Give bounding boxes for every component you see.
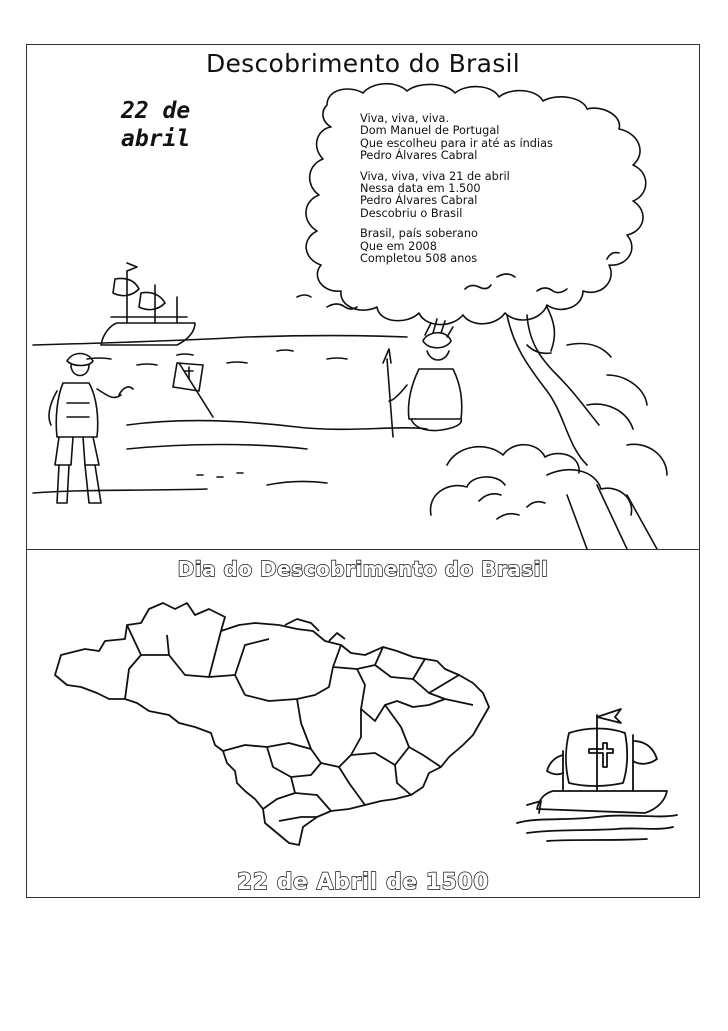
poem-line: Nessa data em 1.500: [360, 182, 481, 196]
poem-stanza: [360, 228, 650, 265]
poem-stanza: [360, 171, 650, 221]
poem-line: Descobriu o Brasil: [360, 206, 463, 220]
poem-line: Completou 508 anos: [360, 252, 478, 266]
ship-icon: [497, 705, 687, 845]
page-title: Descobrimento do Brasil: [205, 49, 521, 78]
brazil-map: [45, 595, 515, 850]
ship-icon: [101, 263, 195, 345]
poem-line: Viva, viva, viva.: [360, 112, 450, 125]
explorer-figure: [49, 354, 133, 504]
section-title: Dia do Descobrimento do Brasil: [177, 557, 549, 581]
poem-line: Que escolheu para ir até as índias: [360, 136, 553, 150]
poem-line: Dom Manuel de Portugal: [360, 124, 500, 138]
poem-line: Viva, viva, viva 21 de abril: [360, 169, 510, 183]
cross-icon: [589, 743, 613, 767]
poem: [360, 113, 650, 273]
poem-line: Brasil, país soberano: [360, 227, 478, 241]
poem-line: Pedro Álvares Cabral: [360, 149, 478, 163]
panel-divider: [27, 549, 699, 550]
discovery-date: 22 de Abril de 1500: [236, 870, 490, 895]
cross-icon: [173, 363, 213, 417]
date-line-1: 22 de: [121, 98, 191, 124]
bush-icon: [430, 375, 667, 549]
poem-stanza: [360, 113, 650, 163]
date-heading: [121, 97, 241, 153]
poem-line: Que em 2008: [360, 239, 437, 253]
date-line-2: abril: [121, 126, 191, 152]
coloring-sheet: [26, 44, 700, 898]
poem-line: Pedro Álvares Cabral: [360, 194, 478, 208]
